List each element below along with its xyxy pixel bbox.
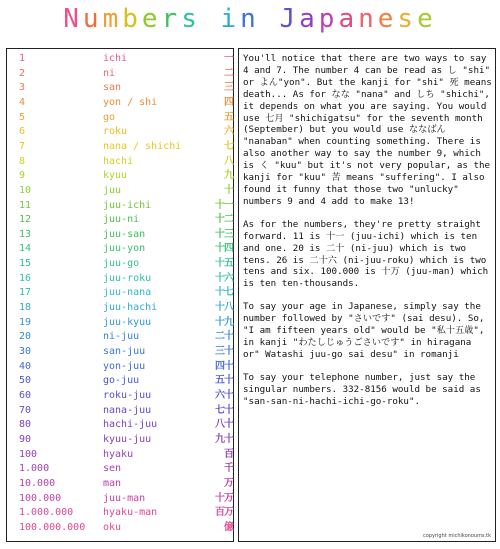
title-letter: r [161,4,182,34]
number-kanji: 七 [224,140,233,152]
title-letter: a [299,4,319,34]
number-arabic: 9 [19,170,26,182]
number-kanji: 五十 [215,375,233,387]
number-arabic: 13 [19,228,32,240]
number-row [7,317,233,329]
number-arabic: 70 [19,404,32,416]
number-kanji: 十三 [215,228,233,240]
number-arabic: 1 [19,53,26,64]
number-romaji: go-juu [103,375,140,387]
number-romaji: hyaku-man [103,507,158,519]
number-row [7,507,233,519]
number-romaji: juu [103,184,122,196]
number-row [7,331,233,343]
number-row [7,434,233,446]
number-arabic: 12 [19,214,32,226]
number-romaji: juu-ni [103,214,140,226]
number-row [7,273,233,285]
number-row [7,170,233,182]
number-romaji: sen [103,463,122,475]
number-romaji: roku [103,126,128,138]
number-row [7,185,233,197]
title-letter: s [397,4,418,34]
title-letter: n [240,4,260,34]
number-romaji: hachi-juu [103,419,158,431]
explanation-text [243,53,493,418]
number-row [7,68,233,80]
title-letter: e [377,4,398,34]
title-letter: e [417,4,437,34]
number-arabic: 100.000.000 [19,521,86,533]
number-arabic: 19 [19,316,32,328]
number-kanji: 八十 [215,419,233,431]
number-kanji: 十六 [215,272,233,284]
number-arabic: 90 [19,433,32,445]
title-letter: m [102,4,123,34]
title-letter: b [122,4,142,34]
number-arabic: 1.000.000 [19,507,74,519]
number-arabic: 7 [19,140,26,152]
number-row [7,405,233,417]
number-kanji: 十一 [215,199,233,211]
title-letter: s [181,4,201,34]
number-arabic: 18 [19,302,32,314]
number-romaji: juu-kyuu [103,316,152,328]
number-row [7,229,233,241]
title-letter: J [279,4,300,34]
number-arabic: 20 [19,331,32,343]
number-row [7,82,233,94]
number-row [7,390,233,402]
number-row [7,419,233,431]
number-kanji: 十八 [215,302,233,314]
number-row [7,287,233,299]
number-arabic: 15 [19,258,32,270]
number-arabic: 4 [19,96,26,108]
title-letter [260,4,280,34]
number-arabic: 3 [19,82,26,94]
number-kanji: 六十 [215,389,233,401]
number-kanji: 四十 [215,360,233,372]
number-romaji: oku [103,521,122,533]
number-row [7,126,233,138]
numbers-table [6,48,234,542]
number-romaji: kyuu-juu [103,433,152,445]
number-kanji: 九十 [215,433,233,445]
number-arabic: 100.000 [19,492,62,504]
number-kanji: 三十 [215,346,233,357]
paragraph-telephone: To say your telephone number, just say the singular numbers. 332-8156 would be said as "san-san-ni-hachi-ichi-go-roku". [243,371,481,407]
number-romaji: juu-roku [103,272,152,284]
number-romaji: yon / shi [103,96,158,108]
number-row [7,493,233,505]
title-letter: n [358,4,378,34]
number-arabic: 6 [19,126,26,138]
number-kanji: 十四 [215,243,233,255]
number-arabic: 50 [19,375,32,387]
number-kanji: 二 [224,67,233,79]
number-romaji: hachi [103,155,134,167]
paragraph-compound-numbers: As for the numbers, they're pretty straight forward. 11 is 十一 (juu-ichi) which is ten and one. 20 is 二十 (ni-juu) which is two tens. 26 is 二十六 (ni-juu-roku) which is two tens and six. 100.000 is 十万 (juu-man) which is ten ten-thousands. [243,218,489,290]
number-kanji: 十万 [215,492,233,504]
paragraph-numbers-4-7: You'll notice that there are two ways to say 4 and 7. The number 4 can be read as し "shi" or よん"yon". But the kanji for "shi" 死 means death... As for なな "nana" and しち "shichi", it depends on what you are saying. You would use 七月 "shichigatsu" for the seventh month (September) but you would use ななばん "nanaban" when counting something. There is also another way to say the number 9, which is く "kuu" but it's not very popular, as the kanji for "kuu" 苦 means "suffering". I also found it funny that those two "unlucky" numbers 9 and 4 add to make 13! [243,53,492,207]
number-kanji: 千 [224,463,233,475]
number-arabic: 5 [19,111,26,123]
number-romaji: san-juu [103,346,146,357]
number-row [7,361,233,373]
number-arabic: 40 [19,360,32,372]
number-row [7,112,233,124]
number-romaji: ni [103,67,116,79]
number-romaji: yon-juu [103,360,146,372]
number-romaji: ichi [103,53,128,64]
number-arabic: 100 [19,448,38,460]
number-arabic: 30 [19,346,32,357]
number-romaji: juu-hachi [103,302,158,314]
number-kanji: 三 [224,82,233,94]
number-romaji: roku-juu [103,389,152,401]
number-arabic: 17 [19,287,32,299]
number-row [7,449,233,461]
title-letter: i [220,4,241,34]
number-arabic: 80 [19,419,32,431]
title-letter: u [82,4,103,34]
number-row [7,200,233,212]
number-row [7,346,233,358]
number-kanji: 六 [224,126,233,138]
number-kanji: 億 [224,521,233,533]
number-arabic: 10.000 [19,477,56,489]
paragraph-age: To say your age in Japanese, simply say the number followed by "さいです" (sai desu). So, "I am fifteen years old" would be "私十五歳", in kanji "わたしじゅうごさいです" in hiragana or" Watashi juu-go sai desu" in romanji [243,301,485,360]
number-kanji: 七十 [215,404,233,416]
number-row [7,156,233,168]
number-romaji: man [103,477,122,489]
number-arabic: 10 [19,184,32,196]
number-romaji: juu-ichi [103,199,152,211]
number-row [7,463,233,475]
number-romaji: ni-juu [103,331,140,343]
number-romaji: kyuu [103,170,128,182]
number-romaji: juu-nana [103,287,152,299]
copyright-text: copyright michikonoums.tk [423,533,491,539]
number-kanji: 十 [224,184,233,196]
title-letter: a [338,4,359,34]
number-kanji: 九 [224,170,233,182]
number-kanji: 十五 [215,258,233,270]
page-title [0,4,500,34]
number-romaji: go [103,111,116,123]
number-kanji: 百万 [215,507,233,519]
number-romaji: juu-man [103,492,146,504]
number-arabic: 60 [19,389,32,401]
number-row [7,375,233,387]
number-arabic: 8 [19,155,26,167]
number-romaji: san [103,82,122,94]
title-letter: e [141,4,162,34]
number-romaji: juu-yon [103,243,146,255]
number-row [7,214,233,226]
number-kanji: 十九 [215,316,233,328]
number-row [7,522,233,534]
number-arabic: 16 [19,272,32,284]
title-letter: N [63,4,83,34]
title-letter: p [318,4,339,34]
number-kanji: 十七 [215,287,233,299]
number-row [7,141,233,153]
number-kanji: 一 [224,53,233,64]
number-romaji: nana-juu [103,404,152,416]
number-kanji: 百 [224,448,233,460]
number-kanji: 四 [224,96,233,108]
number-row [7,243,233,255]
number-arabic: 14 [19,243,32,255]
number-row [7,97,233,109]
number-romaji: juu-san [103,228,146,240]
number-kanji: 八 [224,155,233,167]
number-arabic: 11 [19,199,32,211]
number-row [7,302,233,314]
number-row [7,478,233,490]
number-kanji: 万 [224,477,233,489]
number-row [7,258,233,270]
number-row [7,53,233,65]
explanation-panel [238,48,496,542]
number-arabic: 1.000 [19,463,50,475]
number-kanji: 十二 [215,214,233,226]
number-romaji: juu-go [103,258,140,270]
number-kanji: 五 [224,111,233,123]
title-letter [201,4,221,34]
number-kanji: 二十 [215,331,233,343]
number-arabic: 2 [19,67,26,79]
number-romaji: nana / shichi [103,140,182,152]
number-romaji: hyaku [103,448,134,460]
